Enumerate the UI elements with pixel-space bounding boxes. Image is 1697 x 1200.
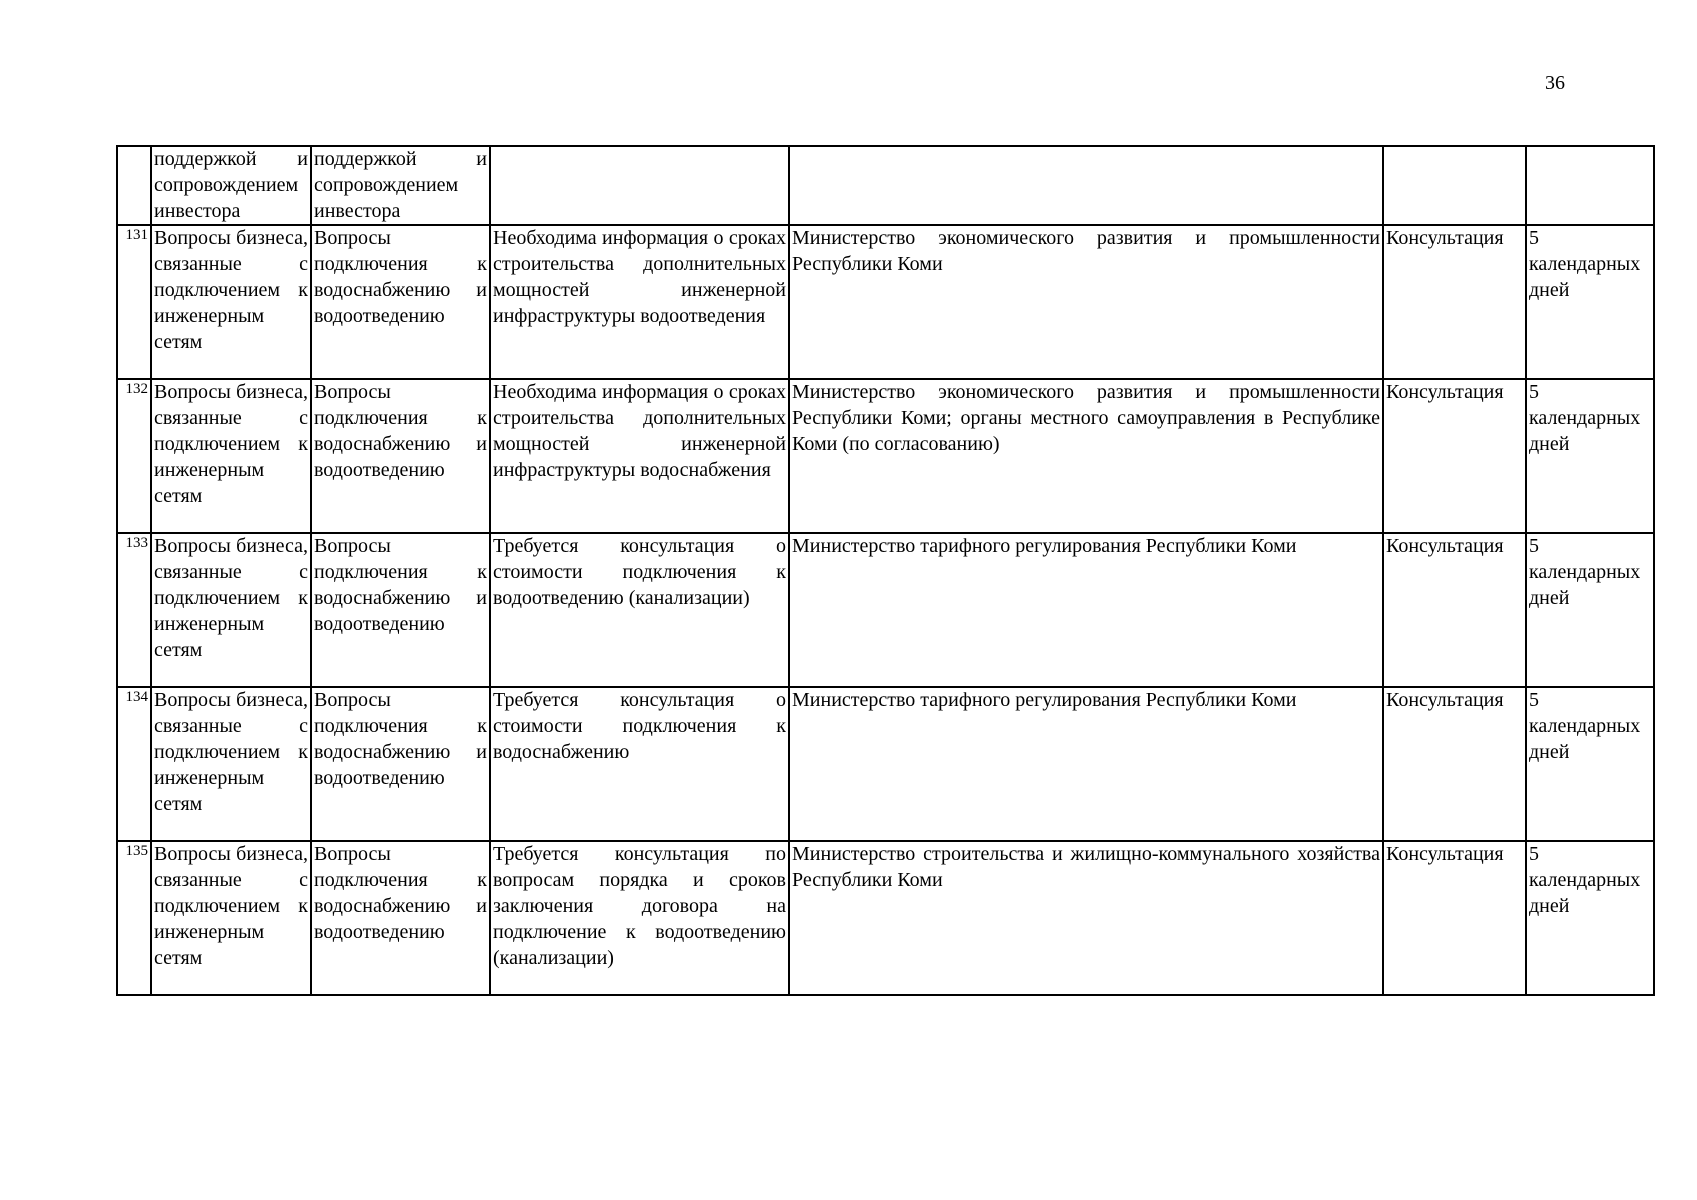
subtopic-cell: Вопросы подключения к водоснабжению и водоотведению xyxy=(311,687,490,841)
topic-cell: Вопросы бизнеса, связанные с подключением к инженерным сетям xyxy=(151,687,311,841)
question-cell: Требуется консультация о стоимости подключения к водоснабжению xyxy=(490,687,789,841)
table-row xyxy=(117,841,1654,995)
form-cell: Консультация xyxy=(1383,687,1526,841)
question-cell xyxy=(490,146,789,225)
authority-cell xyxy=(789,146,1383,225)
table-row-continuation xyxy=(117,146,1654,225)
row-number-cell: 132 xyxy=(117,379,151,533)
row-number-cell: 131 xyxy=(117,225,151,379)
topic-cell: Вопросы бизнеса, связанные с подключением к инженерным сетям xyxy=(151,841,311,995)
question-cell: Требуется консультация по вопросам порядка и сроков заключения договора на подключение к водоотведению (канализации) xyxy=(490,841,789,995)
form-cell: Консультация xyxy=(1383,841,1526,995)
question-cell: Необходима информация о сроках строительства дополнительных мощностей инженерной инфраструктуры водоснабжения xyxy=(490,379,789,533)
term-cell: 5 календарных дней xyxy=(1526,225,1654,379)
term-cell: 5 календарных дней xyxy=(1526,687,1654,841)
question-cell: Необходима информация о сроках строительства дополнительных мощностей инженерной инфраструктуры водоотведения xyxy=(490,225,789,379)
table-row xyxy=(117,379,1654,533)
subtopic-cell: Вопросы подключения к водоснабжению и водоотведению xyxy=(311,225,490,379)
term-cell xyxy=(1526,146,1654,225)
term-cell: 5 календарных дней xyxy=(1526,533,1654,687)
row-number-cell: 134 xyxy=(117,687,151,841)
topic-cell: поддержкой и сопровождением инвестора xyxy=(151,146,311,225)
topic-cell: Вопросы бизнеса, связанные с подключением к инженерным сетям xyxy=(151,225,311,379)
table-row xyxy=(117,225,1654,379)
topic-cell: Вопросы бизнеса, связанные с подключением к инженерным сетям xyxy=(151,379,311,533)
table-row xyxy=(117,687,1654,841)
form-cell: Консультация xyxy=(1383,379,1526,533)
row-number-cell: 133 xyxy=(117,533,151,687)
form-cell: Консультация xyxy=(1383,533,1526,687)
term-cell: 5 календарных дней xyxy=(1526,379,1654,533)
row-number-cell xyxy=(117,146,151,225)
table-row xyxy=(117,533,1654,687)
authority-cell: Министерство тарифного регулирования Республики Коми xyxy=(789,533,1383,687)
authority-cell: Министерство экономического развития и промышленности Республики Коми xyxy=(789,225,1383,379)
authority-cell: Министерство строительства и жилищно-коммунального хозяйства Республики Коми xyxy=(789,841,1383,995)
question-cell: Требуется консультация о стоимости подключения к водоотведению (канализации) xyxy=(490,533,789,687)
authority-cell: Министерство экономического развития и промышленности Республики Коми; органы местного самоуправления в Республике Коми (по согласованию) xyxy=(789,379,1383,533)
subtopic-cell: Вопросы подключения к водоснабжению и водоотведению xyxy=(311,841,490,995)
consultation-table xyxy=(116,145,1655,996)
subtopic-cell: Вопросы подключения к водоснабжению и водоотведению xyxy=(311,379,490,533)
topic-cell: Вопросы бизнеса, связанные с подключением к инженерным сетям xyxy=(151,533,311,687)
authority-cell: Министерство тарифного регулирования Республики Коми xyxy=(789,687,1383,841)
subtopic-cell: поддержкой и сопровождением инвестора xyxy=(311,146,490,225)
form-cell xyxy=(1383,146,1526,225)
term-cell: 5 календарных дней xyxy=(1526,841,1654,995)
row-number-cell: 135 xyxy=(117,841,151,995)
subtopic-cell: Вопросы подключения к водоснабжению и водоотведению xyxy=(311,533,490,687)
page-number: 36 xyxy=(1545,72,1565,94)
form-cell: Консультация xyxy=(1383,225,1526,379)
